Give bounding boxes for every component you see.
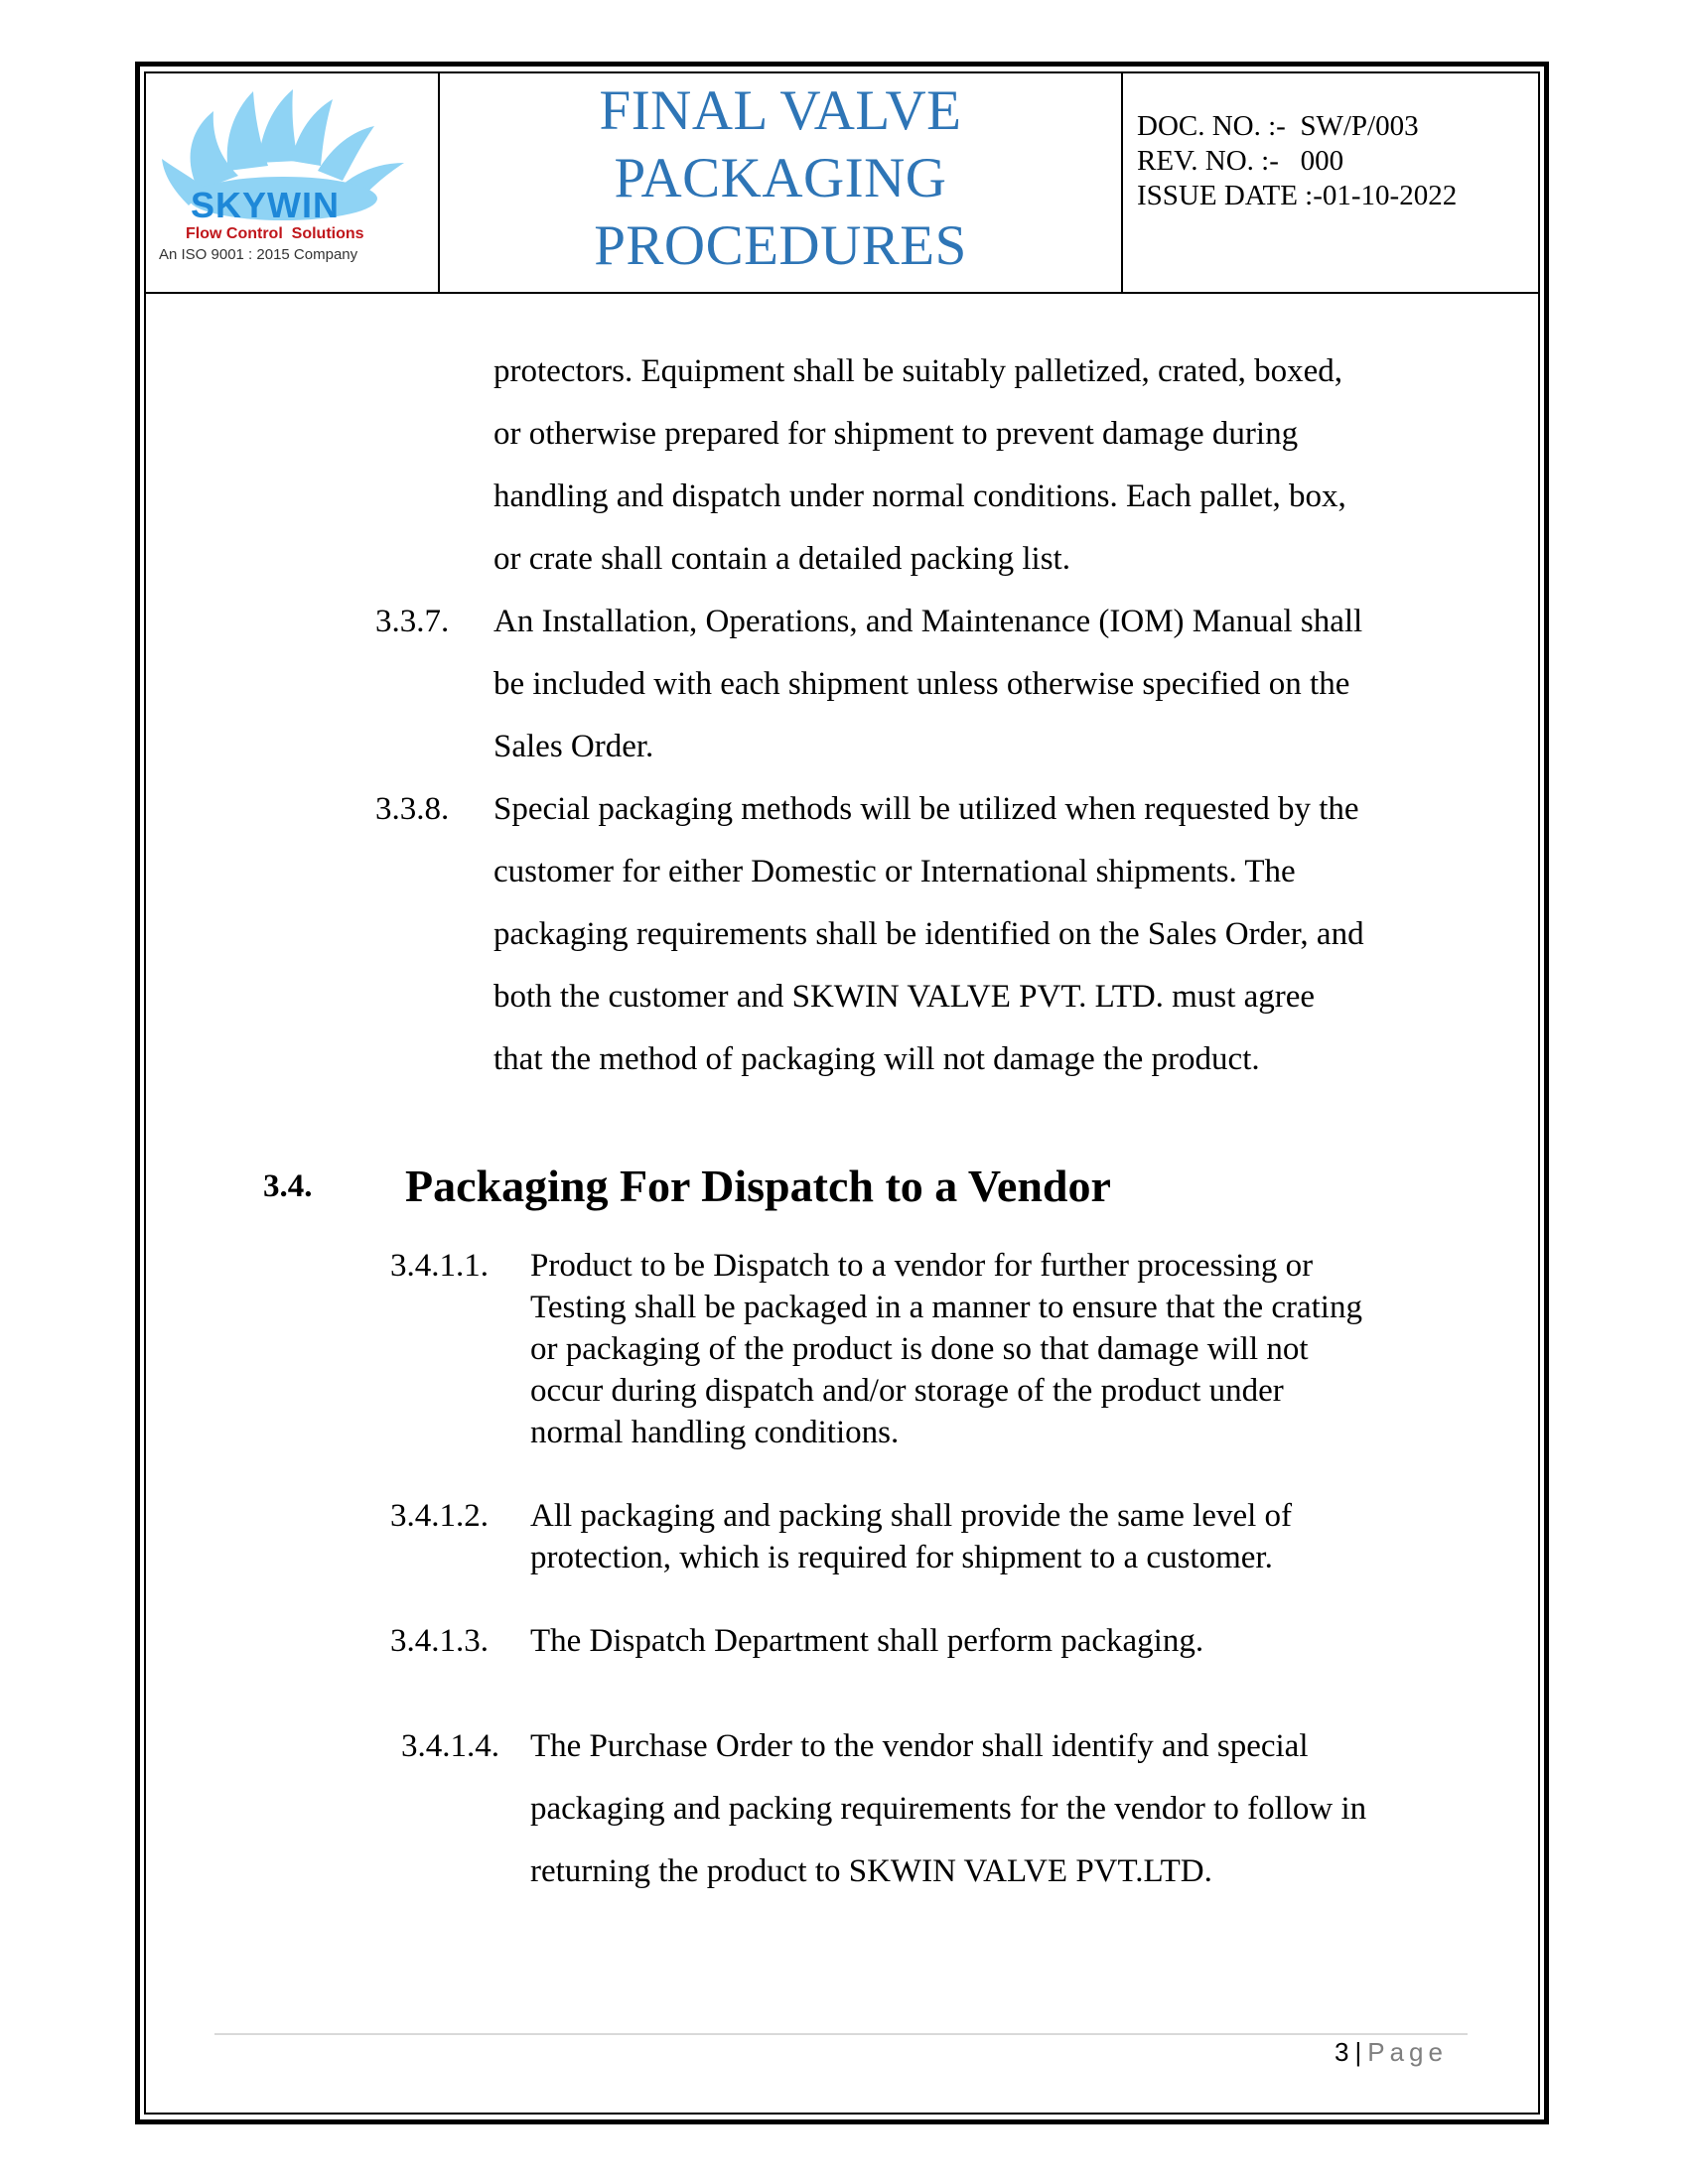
logo-tagline: Flow Control Solutions	[186, 225, 364, 242]
item-number-3-4-1-1: 3.4.1.1.	[390, 1248, 489, 1284]
continuation-paragraph	[493, 341, 1346, 591]
text-line: or packaging of the product is done so that damage will not	[530, 1331, 1309, 1367]
document-title-cell	[440, 71, 1123, 292]
item-text-3-4-1-1	[530, 1245, 1362, 1453]
item-number-3-4-1-4: 3.4.1.4.	[401, 1728, 499, 1764]
item-text-3-4-1-3	[530, 1620, 1203, 1662]
title-line-2: PACKAGING	[614, 147, 947, 209]
text-line: or otherwise prepared for shipment to prevent damage during	[493, 416, 1299, 452]
text-line: The Dispatch Department shall perform packaging.	[530, 1623, 1204, 1659]
page-footer	[1335, 2037, 1448, 2068]
text-line: normal handling conditions.	[530, 1415, 900, 1450]
doc-info	[1137, 109, 1457, 213]
issue-date: ISSUE DATE :-01-10-2022	[1137, 180, 1458, 211]
title-line-3: PROCEDURES	[594, 214, 967, 277]
revision-number: REV. NO. :- 000	[1137, 145, 1344, 177]
logo-iso-text: An ISO 9001 : 2015 Company	[159, 246, 358, 263]
text-line: or crate shall contain a detailed packing list.	[493, 541, 1070, 577]
item-number-3-3-8: 3.3.8.	[375, 791, 450, 827]
section-heading: Packaging For Dispatch to a Vendor	[405, 1160, 1111, 1211]
item-number-3-3-7: 3.3.7.	[375, 604, 450, 639]
page-separator: |	[1354, 2037, 1362, 2067]
text-line: handling and dispatch under normal conditions. Each pallet, box,	[493, 478, 1346, 514]
logo-cell	[144, 71, 440, 292]
item-text-3-4-1-4	[530, 1715, 1366, 1903]
text-line: The Purchase Order to the vendor shall identify and special	[530, 1728, 1309, 1764]
item-text-3-3-8	[493, 778, 1364, 1091]
page-label: Page	[1367, 2037, 1448, 2067]
text-line: Testing shall be packaged in a manner to ensure that the crating	[530, 1290, 1362, 1325]
section-number: 3.4.	[263, 1168, 313, 1204]
item-text-3-4-1-2	[530, 1495, 1292, 1578]
logo-name: SKYWIN	[191, 185, 340, 225]
title-line-1: FINAL VALVE	[599, 79, 962, 142]
doc-number: DOC. NO. :- SW/P/003	[1137, 110, 1419, 142]
text-line: returning the product to SKWIN VALVE PVT.LTD.	[530, 1853, 1212, 1889]
page-number: 3	[1335, 2037, 1349, 2067]
text-line: be included with each shipment unless otherwise specified on the	[493, 666, 1350, 702]
item-number-3-4-1-3: 3.4.1.3.	[390, 1623, 489, 1659]
text-line: An Installation, Operations, and Maintenance (IOM) Manual shall	[493, 604, 1363, 639]
item-number-3-4-1-2: 3.4.1.2.	[390, 1498, 489, 1534]
text-line: Special packaging methods will be utilized when requested by the	[493, 791, 1359, 827]
text-line: that the method of packaging will not damage the product.	[493, 1041, 1260, 1077]
text-line: Product to be Dispatch to a vendor for further processing or	[530, 1248, 1314, 1284]
text-line: occur during dispatch and/or storage of the product under	[530, 1373, 1284, 1409]
footer-divider	[214, 2033, 1468, 2035]
item-text-3-3-7	[493, 591, 1362, 778]
text-line: Sales Order.	[493, 729, 654, 764]
text-line: packaging requirements shall be identified on the Sales Order, and	[493, 916, 1364, 952]
text-line: both the customer and SKWIN VALVE PVT. LTD. must agree	[493, 979, 1316, 1015]
document-title	[440, 77, 1121, 280]
text-line: All packaging and packing shall provide the same level of	[530, 1498, 1293, 1534]
text-line: protection, which is required for shipment to a customer.	[530, 1540, 1273, 1575]
text-line: customer for either Domestic or International shipments. The	[493, 854, 1296, 889]
doc-info-cell	[1123, 71, 1538, 292]
text-line: protectors. Equipment shall be suitably palletized, crated, boxed,	[493, 353, 1342, 389]
text-line: packaging and packing requirements for the vendor to follow in	[530, 1791, 1367, 1827]
document-header	[144, 71, 1540, 294]
